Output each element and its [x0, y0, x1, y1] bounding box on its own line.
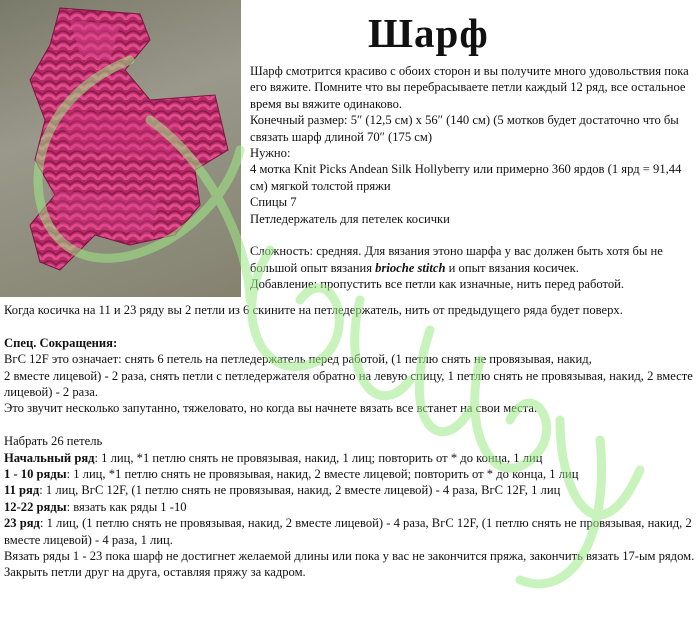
abbreviation-line: 2 вместе лицевой) - 2 раза, снять петли с петледержателя обратно на левую спицу, 1 петлю снять не провязывая, накид, 2 вместе лицевой) - 2 раза.: [4, 368, 693, 400]
row-label: 11 ряд: [4, 483, 40, 498]
page-title: Шарф: [368, 10, 489, 56]
row-text: : 1 лиц, (1 петлю снять не провязывая, накид, 2 вместе лицевой) - 4 раза, ВгС 12F, (1 петлю снять не провязывая, накид, 2 вместе лицевой) - 4 раза, 1 лиц.: [4, 516, 692, 547]
cable-note: Когда косичка на 11 и 23 ряду вы 2 петли из 6 скините на петледержатель, нить от предыдущего ряда будет поверх.: [4, 303, 623, 317]
abbreviations-heading: [4, 335, 696, 351]
row-label: 1 - 10 ряды: [4, 467, 67, 482]
finishing: Вязать ряды 1 - 23 пока шарф не достигнет желаемой длины или пока у вас не закончится пряжа, закончить вязать 17-ым рядом. Закрыть петли друг на друга, оставляя пряжу за кадром.: [4, 549, 695, 580]
row-23: [4, 515, 696, 548]
difficulty-text: Сложность: средняя. Для вязания этоно шарфа у вас должен быть хотя бы не большой опыт вязания: [250, 244, 663, 275]
abbreviation-note: Это звучит несколько запутанно, тяжеловато, но когда вы начнете вязать все встанет на свои места.: [4, 401, 538, 416]
row-11: [4, 482, 696, 498]
addition-note: Добавление: пропустить все петли как изначные, нить перед работой.: [250, 277, 625, 292]
intro-section: [250, 63, 696, 293]
intro-description: Шарф смотрится красиво с обоих сторон и вы получите много удовольствия пока его вяжите. Помните что вы перебрасываете петли каждый 12 ряд, все остальное время вы вяжите одинаково.: [250, 64, 689, 111]
difficulty-stitch: brioche stitch: [375, 260, 446, 275]
scarf-illustration: [0, 0, 241, 297]
rows-1-10: [4, 466, 696, 482]
row-text: : 1 лиц, *1 петлю снять не провязывая, накид, 1 лиц; повторить от * до конца, 1 лиц: [94, 450, 543, 465]
row-label: 23 ряд: [4, 516, 40, 531]
cable-holder-requirement: Петледержатель для петелек косички: [250, 211, 450, 226]
difficulty: [250, 243, 696, 276]
row-start: [4, 450, 696, 466]
difficulty-text-end: и опыт вязания косичек.: [445, 260, 579, 275]
row-text: : вязать как ряды 1 -10: [66, 499, 187, 514]
instructions-section: [4, 302, 696, 581]
row-text: : 1 лиц, ВгС 12F, (1 петлю снять не провязывая, накид, 2 вместе лицевой) - 4 раза, ВгС 12F, 1 лиц: [39, 483, 561, 498]
scarf-photo: [0, 0, 241, 297]
row-label: 12-22 ряды: [4, 499, 67, 514]
needles-requirement: Спицы 7: [250, 195, 297, 210]
abbreviation-line: ВгС 12F это означает: снять 6 петель на петледержатель перед работой, (1 петлю снять не провязывая, накид,: [4, 352, 592, 367]
final-size: Конечный размер: 5″ (12,5 см) x 56″ (140 см) (5 мотков будет достаточно что бы связать шарф длиной 70″ (175 см): [250, 113, 679, 144]
rows-12-22: [4, 499, 696, 515]
row-text: : 1 лиц, *1 петлю снять не провязывая, накид, 2 вместе лицевой; повторить от * до конца, 1 лиц: [66, 467, 579, 482]
materials-heading: Нужно:: [250, 146, 291, 161]
cast-on: Набрать 26 петель: [4, 434, 103, 449]
row-label: Начальный ряд: [4, 450, 95, 465]
abbreviations-heading-text: Спец. Сокращения:: [4, 335, 118, 350]
yarn-requirement: 4 мотка Knit Picks Andean Silk Hollyberry или примерно 360 ярдов (1 ярд = 91,44 см) мягкой толстой пряжи: [250, 162, 682, 193]
